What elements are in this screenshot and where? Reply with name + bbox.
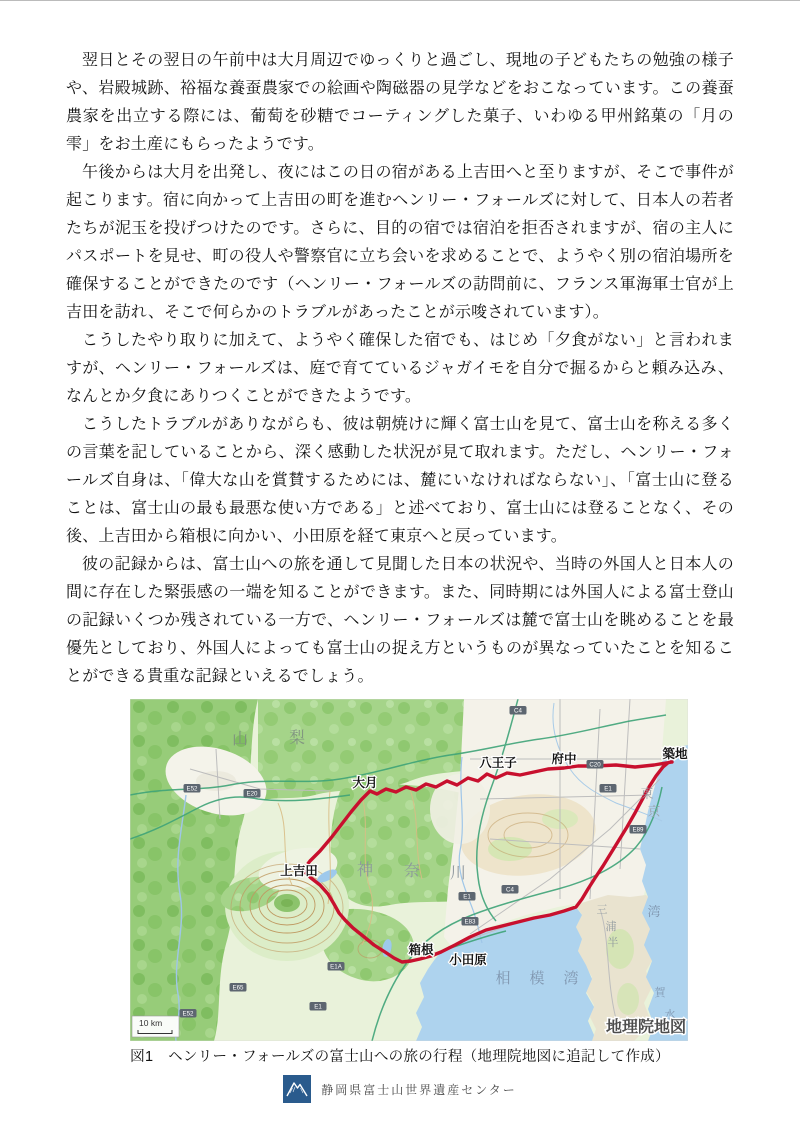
organization-name: 静岡県富士山世界遺産センター [321, 1082, 517, 1097]
road-shield-label: E52 [182, 1010, 194, 1018]
region-label: 神 [356, 862, 374, 879]
scale-label: 10 km [139, 1018, 163, 1028]
region-label: 浦 [605, 921, 617, 933]
region-label: 山 [231, 731, 249, 748]
place-label: 小田原 [449, 953, 487, 967]
road-shield-label: E52 [186, 785, 198, 793]
figure-caption: 図1 ヘンリー・フォールズの富士山への旅の行程（地理院地図に追記して作成） [130, 1049, 670, 1065]
body-text [0, 1, 800, 691]
region-label: 川 [449, 865, 467, 882]
road-shield-label: E1 [314, 1003, 322, 1011]
road-shield-label: C4 [514, 707, 522, 715]
place-label: 上吉田 [280, 864, 318, 878]
place-label: 築地 [662, 747, 688, 761]
region-label: 東 [640, 786, 654, 801]
scale-bar [132, 1016, 179, 1037]
place-label: 府中 [551, 752, 577, 766]
place-label: 箱根 [408, 943, 434, 957]
region-label: 模 [529, 970, 545, 987]
region-label: 相 [495, 970, 511, 987]
road-shield-label: C4 [506, 886, 514, 894]
paragraph-4: こうしたトラブルがありながらも、彼は朝焼けに輝く富士山を見て、富士山を称える多くの言葉を記していることから、深く感動した状況が見て取れます。ただし、ヘンリー・フォールズ自身は、「偉大な山を賞賛するためには、麓にいなければならない」、「富士山に登ることは、富士山の最も最悪な使い方である」と述べており、富士山には登ることなく、その後、上吉田から箱根に向かい、小田原を経て東京へと戻っています。 [66, 416, 734, 545]
region-label: 賀 [654, 987, 666, 999]
paragraph-3: こうしたやり取りに加えて、ようやく確保した宿でも、はじめ「夕食がない」と言われますが、ヘンリー・フォールズは、庭で育てているジャガイモを自分で掘るからと頼み込み、なんとか夕食にありつくことができたようです。 [66, 332, 734, 405]
fujisan-center-logo-icon [283, 1075, 311, 1103]
gsi-watermark: 地理院地図 [605, 1019, 686, 1036]
route-map [130, 699, 688, 1041]
road-shield-label: E1A [330, 963, 342, 971]
road-shield-label: E65 [232, 984, 244, 992]
region-label: 三 [596, 904, 608, 916]
region-label: 半 [607, 937, 619, 949]
region-label: 奈 [403, 863, 421, 880]
region-label: 京 [647, 804, 661, 819]
paragraph-2: 午後からは大月を出発し、夜にはこの日の宿がある上吉田へと至りますが、そこで事件が起こります。宿に向かって上吉田の町を進むヘンリー・フォールズに対して、日本人の若者たちが泥玉を投げつけたのです。さらに、目的の宿では宿泊を拒否されますが、宿の主人にパスポートを見せ、町の役人や警察官に立ち会いを求めることで、ようやく別の宿泊場所を確保することができたのです（ヘンリー・フォールズの訪問前に、フランス軍海軍士官が上吉田を訪れ、そこで何らかのトラブルがあったことが示唆されています）。 [66, 164, 734, 321]
road-shield-label: E1 [604, 785, 612, 793]
paragraph-5: 彼の記録からは、富士山への旅を通して見聞した日本の状況や、当時の外国人と日本人の間に存在した緊張感の一端を知ることができます。また、同時期には外国人による富士登山の記録いくつか残されている一方で、ヘンリー・フォールズは麓で富士山を眺めることを最優先としており、外国人によっても富士山の捉え方というものが異なっていたことを知ることができる貴重な記録といえるでしょう。 [66, 556, 734, 685]
region-label: 水 [664, 1009, 676, 1021]
road-shield-label: C20 [589, 761, 601, 769]
page-footer [0, 1075, 800, 1103]
region-label: 湾 [563, 970, 579, 987]
place-label: 八王子 [479, 756, 517, 770]
road-shield-label: E83 [464, 918, 476, 926]
road-shield-label: E20 [246, 790, 258, 798]
region-label: 梨 [288, 730, 306, 747]
region-label: 湾 [647, 904, 661, 919]
place-label: 大月 [352, 776, 378, 790]
road-shield-label: E89 [632, 826, 644, 834]
paragraph-1: 翌日とその翌日の午前中は大月周辺でゆっくりと過ごし、現地の子どもたちの勉強の様子や、岩殿城跡、裕福な養蚕農家での絵画や陶磁器の見学などをおこなっています。この養蚕農家を出立する際には、葡萄を砂糖でコーティングした菓子、いわゆる甲州銘菓の「月の雫」をお土産にもらったようです。 [66, 52, 734, 153]
road-shield-label: E1 [463, 893, 471, 901]
figure-map [130, 699, 688, 1041]
